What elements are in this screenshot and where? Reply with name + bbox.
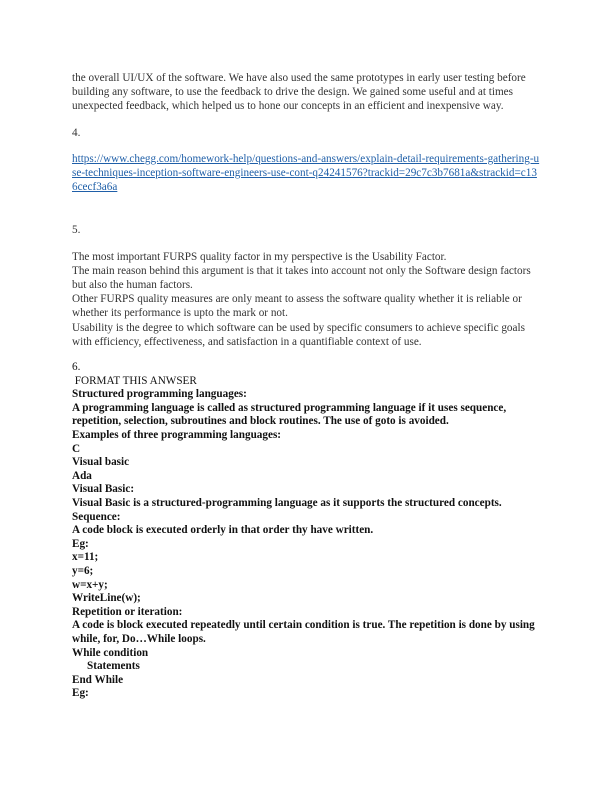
question-5-number: 5. <box>72 224 81 237</box>
reference-link[interactable]: https://www.chegg.com/homework-help/questions-and-answers/explain-detail-requirements-gathering-use-techniques-inception-software-engineers-use-cont-q24241576?trackid=29c7c3b7681a&strackid=c136cecf3a6a <box>72 152 540 194</box>
answer-line: Ada <box>72 469 92 482</box>
answer-line: Visual Basic: <box>72 483 135 496</box>
q5-line: The most important FURPS quality factor in my perspective is the Usability Factor. <box>72 250 447 263</box>
question-6-number: 6. <box>72 361 81 374</box>
code-line: Statements <box>87 660 140 673</box>
answer-line: Visual Basic is a structured-programming language as it supports the structured concepts. <box>72 496 502 509</box>
answer-line: Eg: <box>72 537 89 550</box>
code-line: y=6; <box>72 564 94 577</box>
code-line: x=11; <box>72 551 99 564</box>
answer-line: A code is block executed repeatedly until certain condition is true. The repetition is done by using while, for, Do…While loops. <box>72 619 535 645</box>
code-line: w=x+y; <box>72 578 108 591</box>
intro-paragraph: the overall UI/UX of the software. We have also used the same prototypes in early user testing before building any software, to use the feedback to drive the design. We gained some useful and at times unexpected feedback, which helped us to hone our concepts in an efficient and inexpensive way. <box>72 72 526 113</box>
answer-line: Repetition or iteration: <box>72 605 183 618</box>
q5-line: Usability is the degree to which software can be used by specific consumers to achieve specific goals with efficiency, effectiveness, and satisfaction in a quantifiable context of use. <box>72 321 525 348</box>
answer-line: A programming language is called as structured programming language if it uses sequence, repetition, selection, subroutines and block routines. The use of goto is avoided. <box>72 401 507 428</box>
code-line: WriteLine(w); <box>72 592 141 605</box>
document-page <box>72 71 542 701</box>
code-line: While condition <box>72 646 149 659</box>
answer-line: Structured programming languages: <box>72 388 247 401</box>
answer-line: Examples of three programming languages: <box>72 429 282 442</box>
q5-line: Other FURPS quality measures are only meant to assess the software quality whether it is reliable or whether its performance is upto the mark or not. <box>72 293 522 320</box>
question-4-number: 4. <box>72 126 81 139</box>
code-line: End While <box>72 673 124 686</box>
q5-line: The main reason behind this argument is that it takes into account not only the Software design factors but also the human factors. <box>72 264 531 292</box>
format-note: FORMAT THIS ANWSER <box>72 374 197 387</box>
answer-line: C <box>72 442 81 455</box>
answer-line: Sequence: <box>72 510 121 523</box>
answer-line: Visual basic <box>72 456 130 469</box>
answer-line: A code block is executed orderly in that order thy have written. <box>72 524 374 537</box>
answer-line: Eg: <box>72 687 89 700</box>
